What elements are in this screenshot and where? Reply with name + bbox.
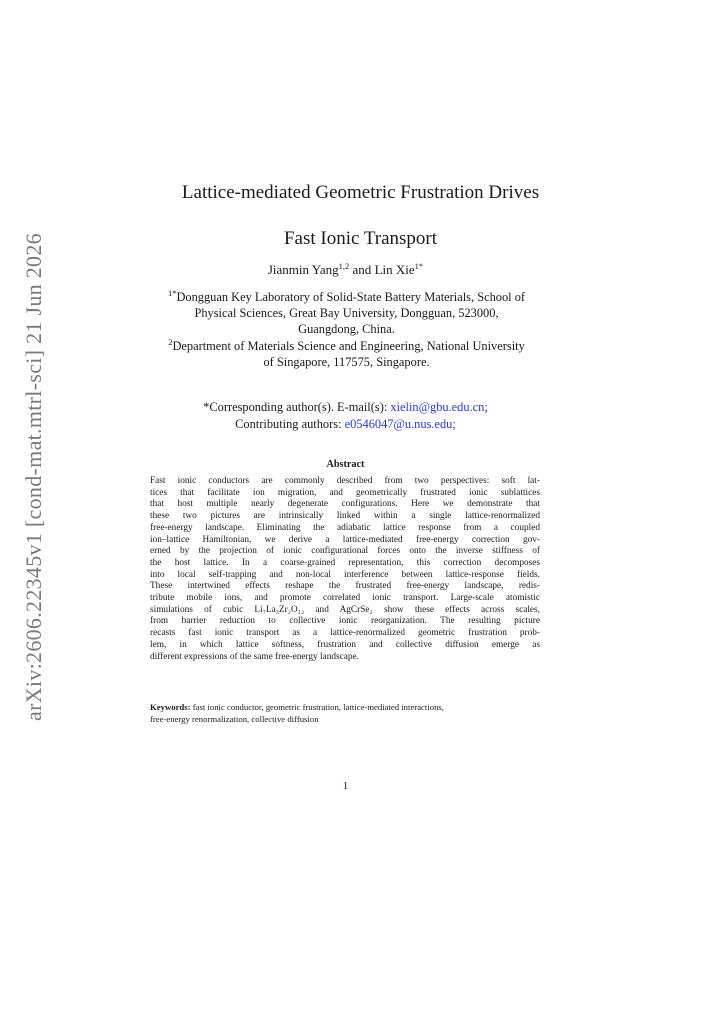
abstract-heading: Abstract [326,459,365,470]
author-separator: and [349,262,375,277]
author-list [0,262,691,278]
abstract-body [150,476,540,663]
corresponding-email-link[interactable]: xielin@gbu.edu.cn [390,400,485,414]
abstract-line: tribute mobile ions, and promote correlated ionic transport. Large-scale atomistic [150,593,540,604]
affiliation-line: Physical Sciences, Great Bay University, Dongguan, 523000, [194,306,499,320]
contributing-line [0,416,691,433]
abstract-line: these two pictures are intrinsically linked within a single lattice-renormalized [150,511,540,522]
punctuation: ; [452,416,456,431]
correspondence-block [0,399,691,432]
affiliation-text: Dongguan Key Laboratory of Solid-State Battery Materials, School of [176,290,526,304]
contributing-email-link[interactable]: e0546047@u.nus.edu [344,416,453,431]
affiliation-line: of Singapore, 117575, Singapore. [263,355,430,369]
keywords-line: free-energy renormalization, collective diffusion [150,713,319,724]
keywords-line [150,702,540,714]
abstract-line: Fast ionic conductors are commonly described from two perspectives: soft lat- [150,476,540,486]
abstract-line: that host multiple nearly degenerate configurations. Here we demonstrate that [150,499,540,510]
arxiv-sidebar-stamp [18,233,50,721]
abstract-line: simulations of cubic Li₇La₃Zr₂O₁₂ and AgCrSe₂ show these effects across scales, [150,604,540,615]
abstract-line: the host lattice. In a coarse-grained representation, this correction decomposes [150,557,540,568]
abstract-line: tices that facilitate ion migration, and geometrically frustrated ionic sublattices [150,487,540,498]
affiliation-1 [135,289,558,337]
title-line-2: Fast Ionic Transport [283,228,438,249]
keywords-label: Keywords: [150,702,191,712]
affiliation-2 [135,338,558,370]
arxiv-identifier: arXiv:2606.22345v1 [cond-mat.mtrl-sci] 21 Jun 2026 [21,233,46,721]
author-name: Jianmin Yang [267,262,339,277]
paper-title [0,170,721,262]
abstract-line: different expressions of the same free-energy landscape. [150,651,360,662]
author-affiliation-sup: 1* [414,261,424,271]
abstract-line: erned by the projection of ionic configurational forces onto the inverse stiffness of [150,546,540,557]
abstract-line: free-energy landscape. Eliminating the adiabatic lattice response from a coupled [150,522,540,533]
title-line-1: Lattice-mediated Geometric Frustration Drives [181,182,540,203]
abstract-line: into local self-trapping and non-local interference between lattice-response fields. [150,569,540,580]
affiliation-sup: 1* [167,288,177,298]
contributing-label: Contributing authors: [235,416,345,431]
abstract-line: recasts fast ionic transport as a lattice-renormalized geometric frustration prob- [150,628,540,639]
punctuation: ; [484,400,488,414]
page-number: 1 [342,780,349,792]
affiliation-text: Department of Materials Science and Engineering, National University [172,339,525,353]
abstract-line: from barrier reduction to collective ionic reorganization. The resulting picture [150,616,540,627]
abstract-line: These intertwined effects reshape the frustrated free-energy landscape, redis- [150,581,540,592]
affiliation-line [135,338,558,354]
author-affiliation-sup: 1,2 [338,261,350,271]
affiliation-sup: 2 [168,337,173,347]
abstract-line: lem, in which lattice softness, frustration and collective diffusion emerge as [150,639,540,650]
corresponding-label: *Corresponding author(s). E-mail(s): [203,400,391,414]
keywords-text: fast ionic conductor, geometric frustration, lattice-mediated interactions, [190,702,444,712]
affiliation-line [135,289,558,305]
affiliation-line: Guangdong, China. [298,322,395,336]
keywords-block [150,702,540,725]
corresponding-line [0,399,691,416]
author-name: Lin Xie [374,262,415,277]
abstract-line: ion–lattice Hamiltonian, we derive a lattice-mediated free-energy correction gov- [150,534,540,545]
